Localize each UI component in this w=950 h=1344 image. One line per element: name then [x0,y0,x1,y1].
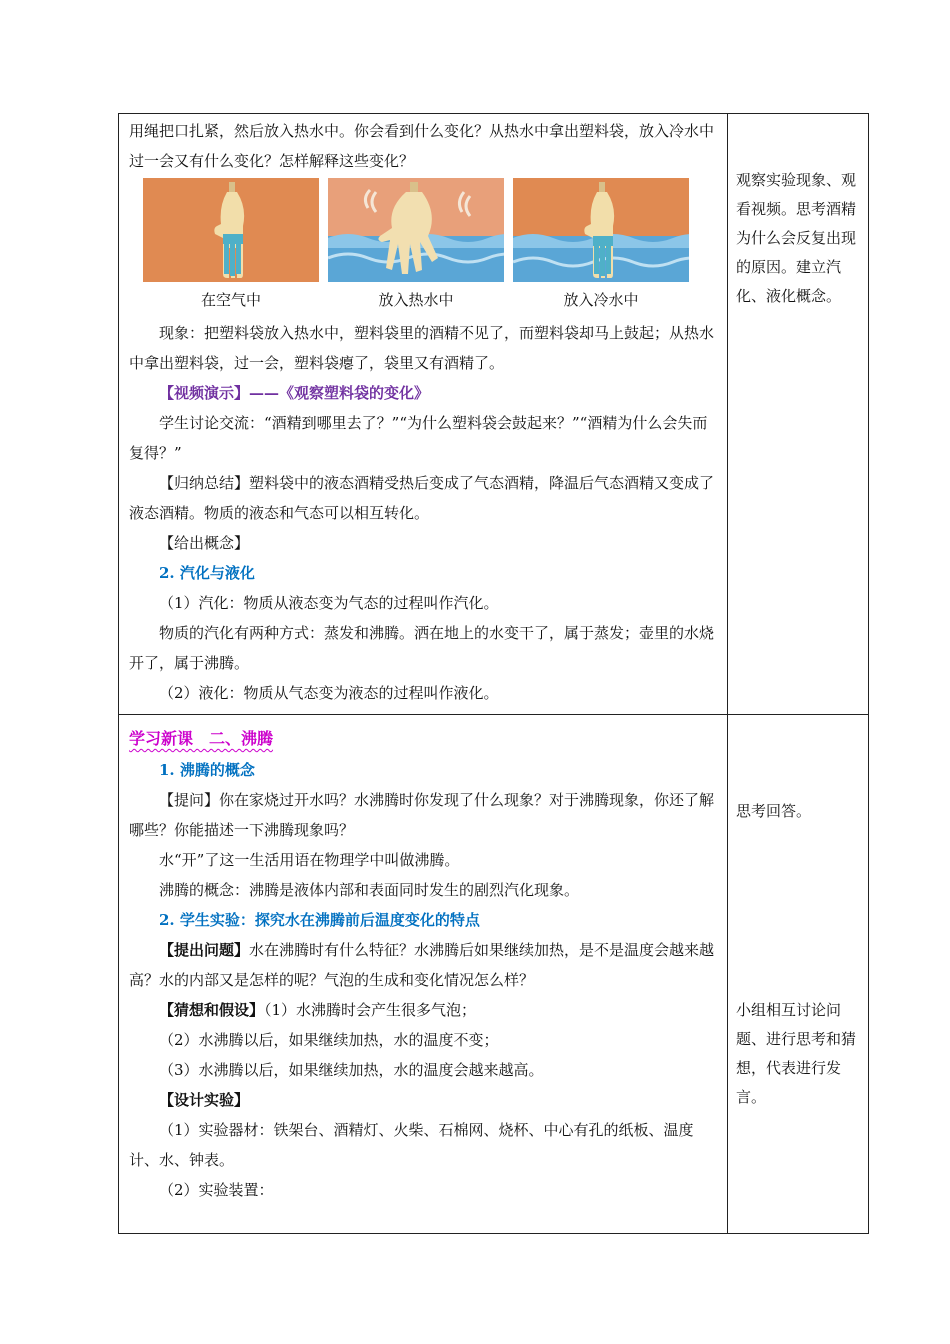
boiling-term-text: 水“开”了这一生活用语在物理学中叫做沸腾。 [159,851,460,869]
ask-label: 【提问】 [159,791,220,809]
hypothesis-label: 【猜想和假设】 [159,1001,265,1019]
intro-text: 用绳把口扎紧，然后放入热水中。你会看到什么变化？从热水中拿出塑料袋，放入冷水中过一会又有什么变化？怎样解释这些变化？ [129,122,715,170]
glove-cold-water-image [513,178,689,282]
main-cell-vaporization [119,114,728,715]
student-answer-text: 思考回答。 [736,802,812,820]
phenomenon-text: 现象：把塑料袋放入热水中，塑料袋里的酒精不见了，而塑料袋却马上鼓起；从热水中拿出塑料袋，过一会，塑料袋瘪了，袋里又有酒精了。 [129,324,715,372]
summary-text: 塑料袋中的液态酒精受热后变成了气态酒精，降温后气态酒精又变成了液态酒精。物质的液态和气态可以相互转化。 [129,474,715,522]
discussion-text: 学生讨论交流：“酒精到哪里去了？”“为什么塑料袋会鼓起来？”“酒精为什么会失而复得？” [129,414,708,462]
side-cell-boiling [728,715,869,1234]
student-activity-text: 观察实验现象、观看视频。思考酒精为什么会反复出现的原因。建立汽化、液化概念。 [736,171,857,305]
video-demo-label: 【视频演示】——《观察塑料袋的变化》 [159,384,430,402]
problem-paragraph [129,935,717,995]
subtitle-boiling-concept: 1. 沸腾的概念 [159,761,255,779]
lesson-table [118,113,869,1234]
hypothesis-3: （3）水沸腾以后，如果继续加热，水的温度会越来越高。 [159,1061,544,1079]
hypothesis-1: （1）水沸腾时会产生很多气泡； [264,1001,477,1019]
concept-label: 【给出概念】 [159,534,250,552]
table-row-boiling [119,715,869,1234]
experiment-images [143,178,689,282]
vaporization-definition: （1）汽化：物质从液态变为气态的过程叫作汽化。 [159,594,499,612]
boiling-concept-text: 沸腾的概念：沸腾是液体内部和表面同时发生的剧烈汽化现象。 [159,881,580,899]
question-paragraph [129,785,717,845]
summary-paragraph [129,468,717,528]
main-cell-boiling [119,715,728,1234]
caption-cold-water: 放入冷水中 [563,291,639,309]
problem-label: 【提出问题】 [159,941,250,959]
vaporization-methods: 物质的汽化有两种方式：蒸发和沸腾。洒在地上的水变干了，属于蒸发；壶里的水烧开了，属于沸腾。 [129,624,715,672]
hypothesis-2: （2）水沸腾以后，如果继续加热，水的温度不变； [159,1031,499,1049]
liquefaction-definition: （2）液化：物质从气态变为液态的过程叫作液化。 [159,684,499,702]
section-title: 学习新课 二、沸腾 [129,729,274,748]
ask-text: 你在家烧过开水吗？水沸腾时你发现了什么现象？对于沸腾现象，你还了解哪些？你能描述一下沸腾现象吗？ [129,791,715,839]
design-label: 【设计实验】 [159,1091,250,1109]
device-text: （2）实验装置： [159,1181,274,1199]
side-cell-vaporization [728,114,869,715]
image-captions [143,282,689,318]
glove-in-air-image [143,178,319,282]
equipment-text: （1）实验器材：铁架台、酒精灯、火柴、石棉网、烧杯、中心有孔的纸板、温度计、水、钟表。 [129,1121,694,1169]
caption-hot-water: 放入热水中 [378,291,454,309]
problem-text: 水在沸腾时有什么特征？水沸腾后如果继续加热，是不是温度会越来越高？水的内部又是怎样的呢？气泡的生成和变化情况怎么样？ [129,941,715,989]
table-row-vaporization [119,114,869,715]
glove-hot-water-image [328,178,504,282]
hypothesis-paragraph [129,995,717,1025]
caption-in-air: 在空气中 [200,291,261,309]
subtitle-student-experiment: 2. 学生实验：探究水在沸腾前后温度变化的特点 [159,911,480,929]
summary-label: 【归纳总结】 [159,474,250,492]
subtitle-vaporization-liquefaction: 2. 汽化与液化 [159,564,255,582]
group-discussion-text: 小组相互讨论问题、进行思考和猜想，代表进行发言。 [736,1001,857,1106]
